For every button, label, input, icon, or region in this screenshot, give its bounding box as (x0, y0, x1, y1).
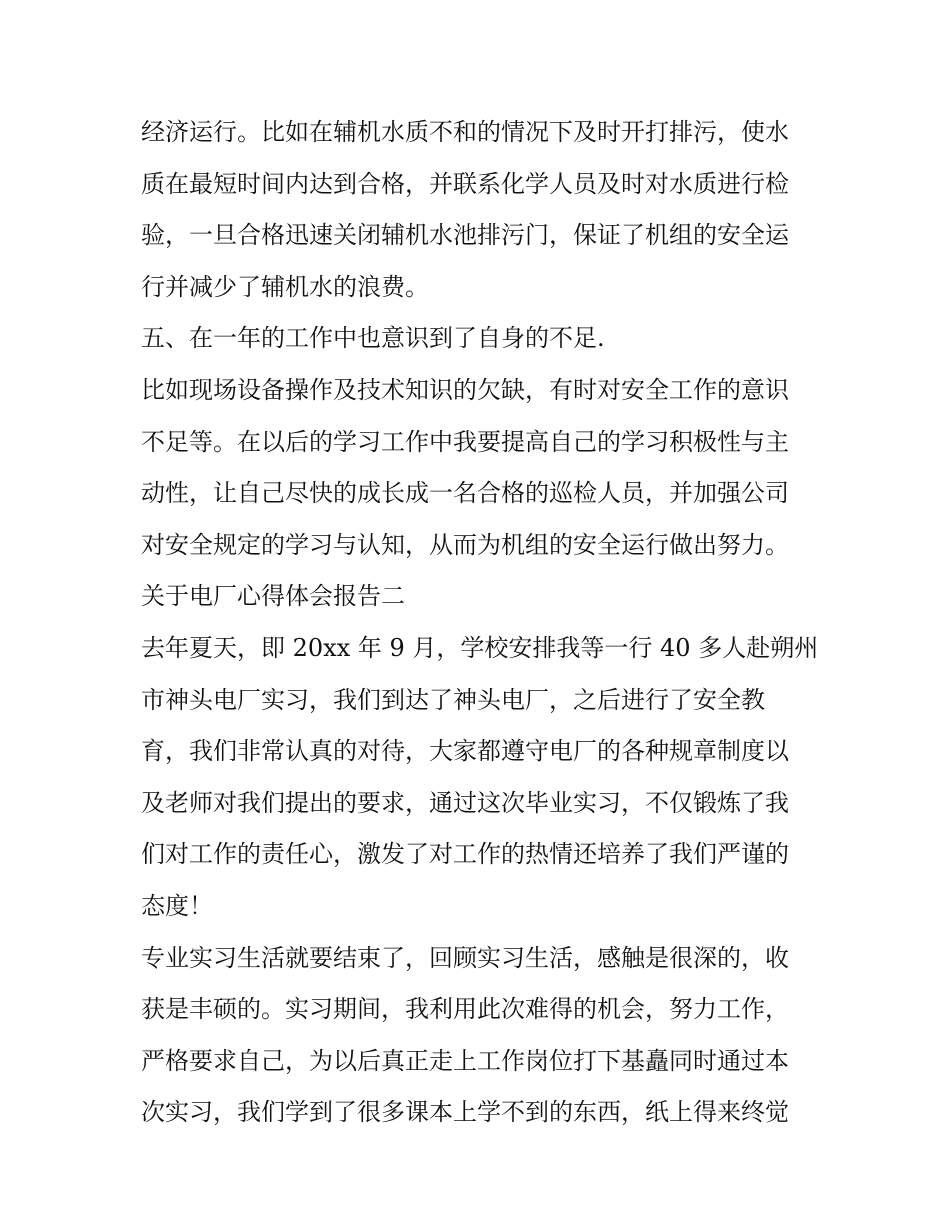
text-line: 验，一旦合格迅速关闭辅机水池排污门，保证了机组的安全运 (141, 221, 789, 250)
section-heading: 五、在一年的工作中也意识到了自身的不足. (141, 324, 605, 353)
text-line: 对安全规定的学习与认知，从而为机组的安全运行做出努力。 (141, 530, 789, 559)
text-line: 育，我们非常认真的对待，大家都遵守电厂的各种规章制度以 (141, 737, 789, 766)
text-line: 获是丰硕的。实习期间，我利用此次难得的机会，努力工作， (141, 995, 789, 1024)
text-line: 经济运行。比如在辅机水质不和的情况下及时开打排污，使水 (141, 118, 789, 146)
text-line: 们对工作的责任心，激发了对工作的热情还培养了我们严谨的 (141, 840, 789, 869)
text-line: 及老师对我们提出的要求，通过这次毕业实习，不仅锻炼了我 (141, 788, 789, 817)
text-line: 态度！ (141, 891, 213, 920)
text-line: 比如现场设备操作及技术知识的欠缺，有时对安全工作的意识 (141, 375, 789, 404)
text-line: 质在最短时间内达到合格，并联系化学人员及时对水质进行检 (141, 169, 789, 198)
text-line: 专业实习生活就要结束了，回顾实习生活，感触是很深的，收 (141, 943, 789, 972)
text-line: 行并减少了辅机水的浪费。 (141, 272, 429, 301)
text-line: 市神头电厂实习，我们到达了神头电厂，之后进行了安全教 (141, 685, 765, 714)
text-line: 去年夏天，即 20xx 年 9 月，学校安排我等一行 40 多人赴朔州 (141, 633, 819, 662)
text-line: 动性，让自己尽快的成长成一名合格的巡检人员，并加强公司 (141, 479, 789, 508)
text-line: 次实习，我们学到了很多课本上学不到的东西，纸上得来终觉 (141, 1098, 789, 1127)
report-title: 关于电厂心得体会报告二 (141, 582, 405, 611)
document-body (141, 107, 821, 1139)
text-line: 严格要求自己，为以后真正走上工作岗位打下基矗同时通过本 (141, 1046, 789, 1075)
text-line: 不足等。在以后的学习工作中我要提高自己的学习积极性与主 (141, 427, 789, 456)
